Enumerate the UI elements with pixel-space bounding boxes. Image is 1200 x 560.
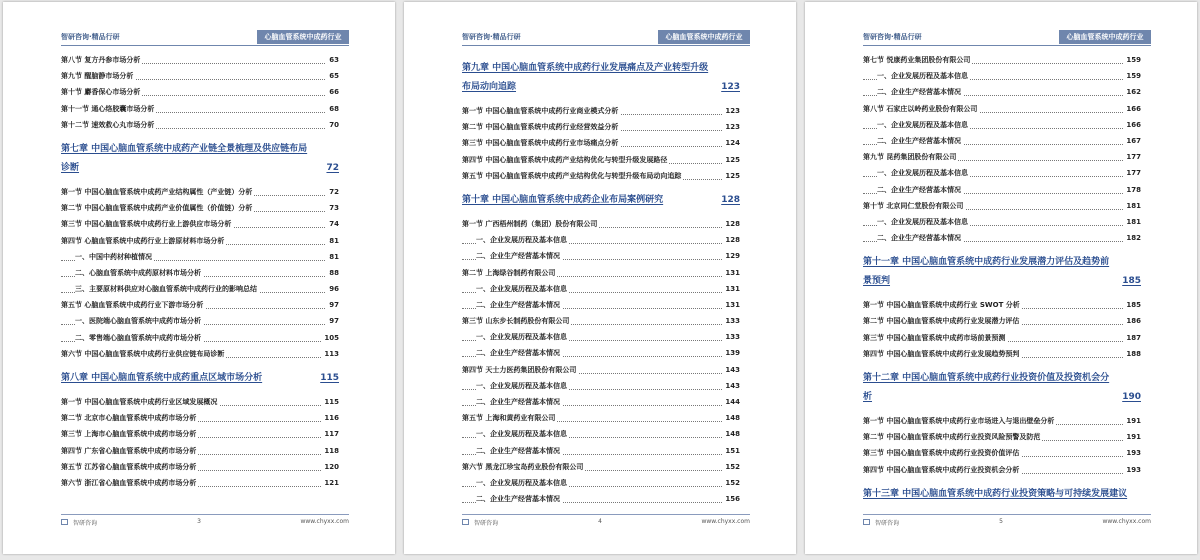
toc-subsection-entry[interactable] — [863, 230, 1141, 246]
toc-entry-page: 131 — [723, 281, 740, 297]
toc-entry-page: 129 — [723, 248, 740, 264]
toc-chapter-page: 185 — [1122, 276, 1141, 287]
toc-entry-page: 191 — [1124, 429, 1141, 445]
toc-subsection-entry[interactable] — [462, 248, 740, 264]
header-brand: 智研咨询·精品行研 — [61, 33, 120, 41]
toc-entry-title: 第一节 中国心脑血管系统中成药行业市场进入与退出壁垒分析 — [863, 417, 1055, 425]
footer-brand: 智研咨询 — [474, 520, 499, 527]
toc-subsection-entry[interactable] — [863, 133, 1141, 149]
toc-entry-page: 97 — [327, 313, 339, 329]
toc-section-entry[interactable] — [863, 313, 1141, 329]
toc-chapter-page: 190 — [1122, 392, 1141, 402]
toc-entry-title: 第五节 心脑血管系统中成药行业下游市场分析 — [61, 301, 204, 310]
toc-chapter-page: 128 — [721, 194, 740, 205]
toc-entry-page: 124 — [723, 135, 740, 151]
toc-entry-page: 178 — [1124, 182, 1141, 198]
toc-entry-page: 193 — [1124, 462, 1141, 478]
toc-entry-page: 116 — [322, 410, 339, 426]
toc-section-entry[interactable] — [61, 233, 339, 249]
toc-entry-page: 167 — [1124, 133, 1141, 149]
page-header — [404, 30, 796, 46]
toc-section-entry[interactable] — [462, 362, 740, 378]
toc-entry-title: 二、企业生产经营基本情况 — [877, 136, 961, 145]
header-divider — [61, 45, 349, 46]
toc-entry-title: 第三节 中国心脑血管系统中成药行业上游供应市场分析 — [61, 220, 232, 229]
toc-entry-title: 一、企业发展历程及基本信息 — [476, 236, 567, 245]
toc-entry-page: 188 — [1124, 346, 1141, 362]
toc-chapter-title: 第十三章 中国心脑血管系统中成药行业投资策略与可持续发展建议 — [863, 488, 1128, 499]
toc-entry-page: 152 — [723, 475, 740, 491]
toc-entry-title: 第十一节 通心络胶囊市场分析 — [61, 104, 155, 113]
toc-chapter-title: 第八章 中国心脑血管系统中成药重点区域市场分析 — [61, 373, 263, 383]
toc-subsection-entry[interactable] — [863, 68, 1141, 84]
toc-chapter-link[interactable] — [863, 253, 1141, 291]
header-brand: 智研咨询·精品行研 — [863, 33, 922, 41]
footer-divider — [462, 514, 750, 515]
toc-entry-page: 156 — [723, 491, 740, 507]
toc-section-entry[interactable] — [462, 265, 740, 281]
toc-subsection-entry[interactable] — [61, 265, 339, 281]
toc-entry-title: 第十节 麝香保心市场分析 — [61, 88, 141, 97]
page-number: 3 — [197, 518, 201, 525]
toc-entry-title: 第一节 中国心脑血管系统中成药行业 SWOT 分析 — [863, 301, 1020, 310]
toc-entry-page: 181 — [1124, 198, 1141, 214]
toc-entry-page: 74 — [327, 216, 339, 232]
toc-entry-page: 159 — [1124, 68, 1141, 84]
toc-entry-title: 第六节 中国心脑血管系统中成药行业供应链布局诊断 — [61, 349, 225, 358]
toc-section-entry[interactable] — [462, 410, 740, 426]
toc-entry-page: 159 — [1124, 52, 1141, 68]
toc-entry-page: 105 — [322, 330, 339, 346]
toc-entry-title: 一、企业发展历程及基本信息 — [476, 284, 567, 293]
toc-chapter-title: 第七章 中国心脑血管系统中成药产业链全景梳理及供应链布局诊断 — [61, 143, 308, 173]
toc-entry-title: 二、企业生产经营基本情况 — [476, 398, 560, 406]
toc-entry-title: 第十节 北京同仁堂股份有限公司 — [863, 201, 964, 210]
toc-entry-page: 166 — [1124, 101, 1141, 117]
toc-entry-title: 二、企业生产经营基本情况 — [877, 185, 961, 194]
toc-section-entry[interactable] — [61, 84, 339, 100]
toc-section-entry[interactable] — [61, 297, 339, 313]
toc-subsection-entry[interactable] — [462, 329, 740, 345]
toc-chapter-link[interactable] — [61, 369, 339, 388]
toc-chapter-title: 第九章 中国心脑血管系统中成药行业发展痛点及产业转型升级布局动向追踪 — [462, 63, 709, 92]
toc-entry-page: 115 — [322, 394, 339, 410]
page-footer — [805, 514, 1197, 528]
toc-chapter-link[interactable] — [462, 59, 740, 97]
toc-entry-title: 第二节 上海绿谷制药有限公司 — [462, 268, 556, 277]
header-divider — [462, 45, 750, 46]
table-of-contents — [462, 52, 740, 507]
toc-subsection-entry[interactable] — [462, 426, 740, 442]
toc-entry-title: 第三节 中国心脑血管系统中成药行业投资价值评估 — [863, 449, 1020, 458]
toc-section-entry[interactable] — [462, 119, 740, 135]
toc-entry-title: 一、企业发展历程及基本信息 — [877, 217, 968, 226]
toc-section-entry[interactable] — [61, 68, 339, 84]
toc-section-entry[interactable] — [61, 52, 339, 68]
toc-entry-page: 88 — [327, 265, 339, 281]
toc-entry-title: 第九节 醒脑静市场分析 — [61, 72, 134, 81]
toc-entry-title: 第四节 中国心脑血管系统中成药行业发展趋势预判 — [863, 349, 1020, 358]
toc-entry-title: 一、企业发展历程及基本信息 — [476, 430, 567, 439]
toc-entry-title: 一、医院端心脑血管系统中成药市场分析 — [75, 317, 201, 326]
toc-entry-page: 117 — [322, 426, 339, 442]
toc-entry-title: 第九节 昆药集团股份有限公司 — [863, 153, 957, 162]
table-of-contents — [863, 52, 1141, 510]
toc-entry-page: 118 — [322, 443, 339, 459]
toc-section-entry[interactable] — [61, 216, 339, 232]
toc-entry-page: 96 — [327, 281, 339, 297]
footer-url: www.chyxx.com — [1102, 518, 1151, 525]
toc-entry-title: 第一节 中国心脑血管系统中成药行业商业模式分析 — [462, 107, 619, 115]
toc-entry-title: 第二节 中国心脑血管系统中成药行业经营效益分析 — [462, 123, 619, 132]
toc-entry-page: 133 — [723, 329, 740, 345]
toc-subsection-entry[interactable] — [61, 249, 339, 265]
toc-entry-page: 123 — [723, 103, 740, 119]
toc-entry-title: 第三节 中国心脑血管系统中成药市场前景预测 — [863, 333, 1006, 342]
toc-entry-page: 144 — [723, 394, 740, 410]
page-number: 4 — [598, 518, 602, 525]
toc-section-entry[interactable] — [863, 101, 1141, 117]
toc-entry-title: 二、企业生产经营基本情况 — [476, 252, 560, 261]
toc-entry-title: 第五节 中国心脑血管系统中成药产业结构优化与转型升级布局动向追踪 — [462, 171, 682, 180]
toc-entry-page: 66 — [327, 84, 339, 100]
toc-entry-title: 第五节 上海和黄药业有限公司 — [462, 414, 556, 423]
toc-entry-page: 143 — [723, 378, 740, 394]
toc-subsection-entry[interactable] — [462, 297, 740, 313]
toc-entry-page: 97 — [327, 297, 339, 313]
toc-section-entry[interactable] — [61, 426, 339, 442]
page-header — [805, 30, 1197, 46]
toc-subsection-entry[interactable] — [863, 84, 1141, 100]
toc-entry-page: 73 — [327, 200, 339, 216]
toc-entry-page: 128 — [723, 232, 740, 248]
toc-entry-title: 一、企业发展历程及基本信息 — [877, 72, 968, 81]
toc-subsection-entry[interactable] — [462, 443, 740, 459]
toc-entry-page: 113 — [322, 346, 339, 362]
toc-entry-title: 第二节 中国心脑血管系统中成药行业发展潜力评估 — [863, 317, 1020, 326]
header-title-ribbon: 心脑血管系统中成药行业 — [658, 30, 750, 44]
toc-section-entry[interactable] — [863, 52, 1141, 68]
toc-section-entry[interactable] — [61, 200, 339, 216]
toc-entry-page: 131 — [723, 297, 740, 313]
toc-entry-title: 第十二节 速效救心丸市场分析 — [61, 120, 155, 129]
table-of-contents — [61, 52, 339, 491]
toc-entry-title: 第四节 中国心脑血管系统中成药产业结构优化与转型升级发展路径 — [462, 155, 668, 164]
toc-section-entry[interactable] — [863, 346, 1141, 362]
toc-entry-title: 第三节 上海市心脑血管系统中成药市场分析 — [61, 430, 197, 439]
toc-entry-page: 125 — [723, 152, 740, 168]
toc-section-entry[interactable] — [462, 313, 740, 329]
toc-section-entry[interactable] — [462, 168, 740, 184]
toc-subsection-entry[interactable] — [462, 232, 740, 248]
toc-section-entry[interactable] — [863, 297, 1141, 313]
toc-section-entry[interactable] — [61, 410, 339, 426]
toc-entry-title: 一、企业发展历程及基本信息 — [476, 333, 567, 342]
toc-entry-title: 一、企业发展历程及基本信息 — [877, 120, 968, 129]
toc-entry-title: 第二节 北京市心脑血管系统中成药市场分析 — [61, 414, 197, 423]
toc-entry-title: 一、企业发展历程及基本信息 — [476, 381, 567, 390]
toc-entry-title: 第四节 心脑血管系统中成药行业上游原材料市场分析 — [61, 236, 225, 245]
toc-entry-title: 第四节 天士力医药集团股份有限公司 — [462, 365, 577, 374]
toc-entry-page: 151 — [723, 443, 740, 459]
toc-section-entry[interactable] — [462, 216, 740, 232]
toc-entry-title: 第二节 中国心脑血管系统中成药行业投资风险预警及防范 — [863, 433, 1041, 442]
document-page-4 — [404, 2, 796, 554]
toc-subsection-entry[interactable] — [863, 117, 1141, 133]
toc-section-entry[interactable] — [863, 445, 1141, 461]
toc-entry-page: 131 — [723, 265, 740, 281]
toc-entry-title: 第六节 黑龙江珍宝岛药业股份有限公司 — [462, 462, 584, 471]
header-title-ribbon: 心脑血管系统中成药行业 — [257, 30, 349, 44]
footer-url: www.chyxx.com — [300, 518, 349, 525]
toc-entry-page: 81 — [327, 249, 339, 265]
toc-entry-page: 121 — [322, 475, 339, 491]
toc-section-entry[interactable] — [61, 117, 339, 133]
toc-subsection-entry[interactable] — [61, 330, 339, 346]
toc-section-entry[interactable] — [863, 462, 1141, 478]
toc-chapter-link[interactable] — [863, 485, 1141, 504]
toc-entry-title: 二、企业生产经营基本情况 — [476, 446, 560, 455]
toc-entry-page: 181 — [1124, 214, 1141, 230]
toc-entry-title: 第四节 广东省心脑血管系统中成药市场分析 — [61, 446, 197, 455]
toc-entry-title: 一、中国中药材种植情况 — [75, 252, 152, 261]
footer-divider — [61, 514, 349, 515]
toc-entry-page: 123 — [723, 119, 740, 135]
footer-brand: 智研咨询 — [875, 520, 900, 527]
document-page-5 — [805, 2, 1197, 554]
toc-section-entry[interactable] — [863, 330, 1141, 346]
toc-subsection-entry[interactable] — [863, 182, 1141, 198]
toc-entry-page: 148 — [723, 426, 740, 442]
toc-entry-title: 一、企业发展历程及基本信息 — [476, 478, 567, 487]
toc-section-entry[interactable] — [462, 135, 740, 151]
toc-chapter-page: 123 — [721, 82, 740, 92]
toc-section-entry[interactable] — [863, 429, 1141, 445]
toc-entry-title: 二、企业生产经营基本情况 — [476, 349, 560, 358]
toc-entry-title: 第一节 广西梧州制药（集团）股份有限公司 — [462, 219, 598, 228]
toc-entry-page: 125 — [723, 168, 740, 184]
toc-entry-title: 第六节 浙江省心脑血管系统中成药市场分析 — [61, 478, 197, 487]
toc-chapter-title: 第十二章 中国心脑血管系统中成药行业投资价值及投资机会分析 — [863, 373, 1110, 402]
toc-subsection-entry[interactable] — [462, 281, 740, 297]
toc-section-entry[interactable] — [863, 149, 1141, 165]
toc-section-entry[interactable] — [61, 475, 339, 491]
toc-entry-page: 162 — [1124, 84, 1141, 100]
toc-section-entry[interactable] — [61, 394, 339, 410]
toc-entry-page: 166 — [1124, 117, 1141, 133]
toc-entry-title: 第一节 中国心脑血管系统中成药产业结构属性（产业链）分析 — [61, 187, 253, 196]
toc-entry-title: 二、企业生产经营基本情况 — [476, 495, 560, 504]
toc-subsection-entry[interactable] — [462, 378, 740, 394]
footer-brand: 智研咨询 — [73, 520, 98, 527]
header-brand: 智研咨询·精品行研 — [462, 33, 521, 41]
toc-subsection-entry[interactable] — [61, 313, 339, 329]
document-page-3 — [3, 2, 395, 554]
toc-entry-page: 120 — [322, 459, 339, 475]
toc-entry-title: 第四节 中国心脑血管系统中成药行业投资机会分析 — [863, 465, 1020, 474]
toc-entry-title: 二、企业生产经营基本情况 — [476, 300, 560, 309]
toc-entry-page: 193 — [1124, 445, 1141, 461]
toc-entry-title: 第八节 石家庄以岭药业股份有限公司 — [863, 104, 978, 113]
toc-entry-title: 第八节 复方丹参市场分析 — [61, 56, 141, 64]
toc-subsection-entry[interactable] — [863, 214, 1141, 230]
toc-chapter-link[interactable] — [863, 369, 1141, 407]
toc-section-entry[interactable] — [863, 198, 1141, 214]
header-divider — [863, 45, 1151, 46]
footer-url: www.chyxx.com — [701, 518, 750, 525]
toc-entry-title: 第三节 中国心脑血管系统中成药行业市场痛点分析 — [462, 139, 619, 148]
toc-section-entry[interactable] — [462, 103, 740, 119]
toc-section-entry[interactable] — [462, 152, 740, 168]
toc-entry-page: 177 — [1124, 149, 1141, 165]
toc-subsection-entry[interactable] — [462, 345, 740, 361]
toc-entry-page: 191 — [1124, 413, 1141, 429]
toc-entry-page: 65 — [327, 68, 339, 84]
toc-entry-title: 二、企业生产经营基本情况 — [877, 234, 961, 243]
toc-entry-page: 187 — [1124, 330, 1141, 346]
toc-entry-page: 152 — [723, 459, 740, 475]
page-header — [3, 30, 395, 46]
toc-entry-page: 72 — [327, 184, 339, 200]
toc-entry-page: 182 — [1124, 230, 1141, 246]
toc-entry-title: 一、企业发展历程及基本信息 — [877, 169, 968, 178]
toc-entry-title: 第二节 中国心脑血管系统中成药产业价值属性（价值链）分析 — [61, 204, 253, 213]
toc-entry-page: 148 — [723, 410, 740, 426]
toc-subsection-entry[interactable] — [462, 394, 740, 410]
toc-section-entry[interactable] — [61, 184, 339, 200]
toc-entry-title: 二、企业生产经营基本情况 — [877, 88, 961, 97]
toc-subsection-entry[interactable] — [462, 475, 740, 491]
toc-section-entry[interactable] — [462, 459, 740, 475]
toc-entry-page: 70 — [327, 117, 339, 133]
footer-divider — [863, 514, 1151, 515]
toc-chapter-link[interactable] — [462, 191, 740, 210]
toc-section-entry[interactable] — [61, 101, 339, 117]
toc-chapter-link[interactable] — [61, 140, 339, 178]
toc-chapter-title: 第十一章 中国心脑血管系统中成药行业发展潜力评估及趋势前景预判 — [863, 257, 1110, 287]
toc-entry-page: 139 — [723, 345, 740, 361]
toc-entry-page: 68 — [327, 101, 339, 117]
toc-subsection-entry[interactable] — [863, 165, 1141, 181]
toc-chapter-page: 72 — [326, 162, 339, 173]
toc-entry-page: 81 — [327, 233, 339, 249]
toc-entry-title: 二、零售端心脑血管系统中成药市场分析 — [75, 333, 201, 342]
toc-entry-title: 第一节 中国心脑血管系统中成药行业区域发展概况 — [61, 398, 218, 406]
page-number: 5 — [999, 518, 1003, 525]
toc-entry-page: 133 — [723, 313, 740, 329]
toc-entry-title: 第七节 悦康药业集团股份有限公司 — [863, 56, 971, 64]
toc-subsection-entry[interactable] — [462, 491, 740, 507]
toc-entry-title: 三、主要原材料供应对心脑血管系统中成药行业的影响总结 — [75, 285, 257, 294]
page-footer — [404, 514, 796, 528]
page-footer — [3, 514, 395, 528]
toc-chapter-page: 115 — [320, 373, 339, 383]
toc-section-entry[interactable] — [61, 346, 339, 362]
toc-entry-title: 第五节 江苏省心脑血管系统中成药市场分析 — [61, 462, 197, 471]
toc-section-entry[interactable] — [863, 413, 1141, 429]
toc-entry-page: 186 — [1124, 313, 1141, 329]
toc-entry-page: 185 — [1124, 297, 1141, 313]
toc-entry-page: 63 — [327, 52, 339, 68]
toc-section-entry[interactable] — [61, 443, 339, 459]
toc-subsection-entry[interactable] — [61, 281, 339, 297]
toc-entry-title: 第三节 山东步长制药股份有限公司 — [462, 317, 570, 326]
toc-entry-page: 128 — [723, 216, 740, 232]
header-title-ribbon: 心脑血管系统中成药行业 — [1059, 30, 1151, 44]
toc-section-entry[interactable] — [61, 459, 339, 475]
toc-entry-page: 143 — [723, 362, 740, 378]
toc-entry-title: 二、心脑血管系统中成药原材料市场分析 — [75, 268, 201, 277]
toc-entry-page: 177 — [1124, 165, 1141, 181]
toc-chapter-title: 第十章 中国心脑血管系统中成药企业布局案例研究 — [462, 194, 664, 205]
